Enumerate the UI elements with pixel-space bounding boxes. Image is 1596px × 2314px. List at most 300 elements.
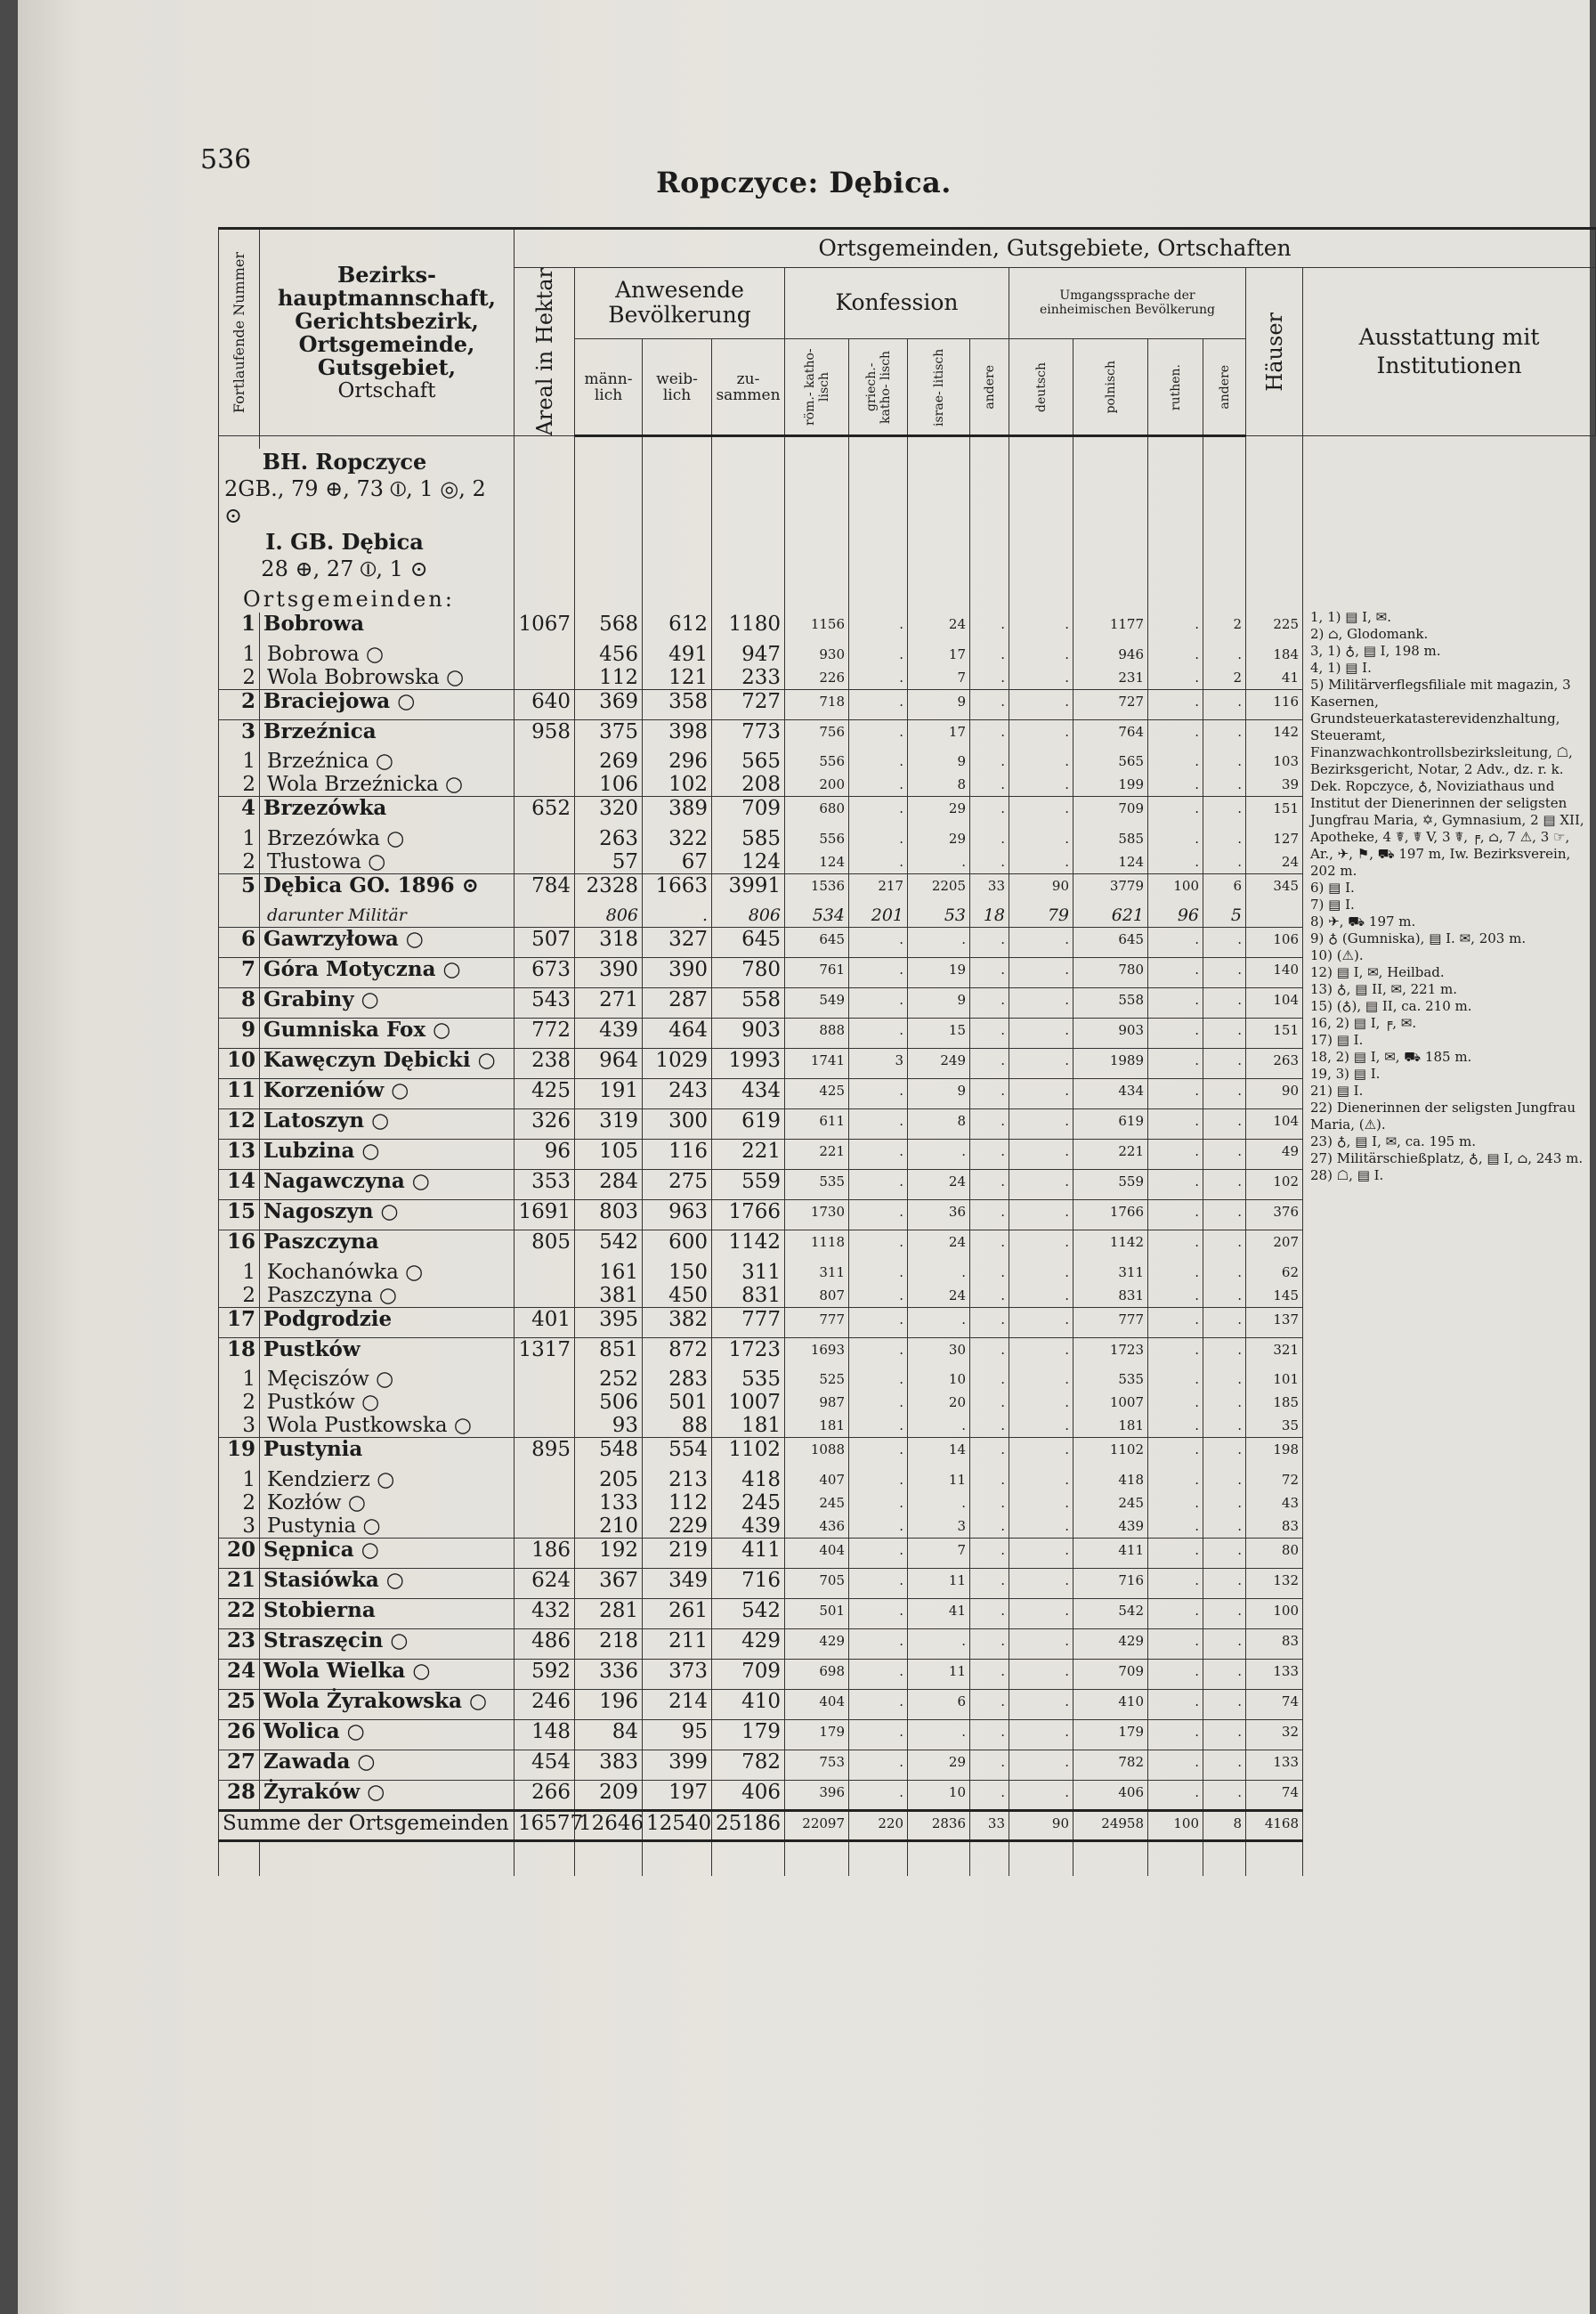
row-name: Brzeźnica ○ [260, 750, 514, 773]
cell-areal [514, 1261, 575, 1284]
cell-z: 3991 [712, 873, 785, 904]
row-number: 1 [219, 1261, 260, 1284]
cell-an2: . [1203, 1659, 1246, 1689]
ausstattung-note: 2) ⌂, Glodomank. [1310, 625, 1429, 642]
row-number: 7 [219, 958, 260, 988]
cell-po: 406 [1073, 1780, 1148, 1810]
cell-z: 1180 [712, 613, 785, 643]
cell-areal: 425 [514, 1079, 575, 1109]
cell-w: 963 [643, 1200, 712, 1230]
cell-gk: . [849, 850, 908, 874]
cell-rk: 425 [785, 1079, 849, 1109]
cell-an: 33 [970, 873, 1009, 904]
cell-an: 18 [970, 904, 1009, 928]
cell-rk: 807 [785, 1284, 849, 1308]
cell-hs: 263 [1246, 1049, 1303, 1079]
cell-an: . [970, 1200, 1009, 1230]
cell-po: 24958 [1073, 1810, 1148, 1840]
row-number: 2 [219, 1391, 260, 1414]
cell-de: . [1009, 1719, 1073, 1750]
cell-hs: 80 [1246, 1538, 1303, 1568]
cell-hs: 43 [1246, 1491, 1303, 1514]
cell-z: 221 [712, 1140, 785, 1170]
cell-is: 19 [908, 958, 970, 988]
preamble-gb: I. GB. Dębica [265, 528, 424, 555]
cell-gk: . [849, 773, 908, 797]
cell-de: . [1009, 773, 1073, 797]
cell-hs: 100 [1246, 1598, 1303, 1628]
cell-z: 245 [712, 1491, 785, 1514]
cell-de: . [1009, 928, 1073, 958]
cell-de: . [1009, 1200, 1073, 1230]
cell-de: 90 [1009, 873, 1073, 904]
cell-m: 161 [575, 1261, 643, 1284]
row-number: 15 [219, 1200, 260, 1230]
header-maennlich: männ- lich [575, 338, 643, 436]
cell-gk: . [849, 928, 908, 958]
cell-areal: 958 [514, 719, 575, 750]
cell-an: . [970, 643, 1009, 666]
row-name: Dębica GO. 1896 ⊙ [260, 873, 514, 904]
cell-rk: 221 [785, 1140, 849, 1170]
cell-z: 311 [712, 1261, 785, 1284]
cell-m: 375 [575, 719, 643, 750]
header-griech-kath: griech.- katho- lisch [849, 338, 908, 436]
cell-an: . [970, 1780, 1009, 1810]
cell-z: 565 [712, 750, 785, 773]
cell-an2: . [1203, 1284, 1246, 1308]
cell-ru: . [1148, 1414, 1203, 1438]
cell-z: 179 [712, 1719, 785, 1750]
cell-de: . [1009, 827, 1073, 850]
cell-m: 284 [575, 1170, 643, 1200]
ausstattung-note: 15) (♁), ▤ II, ca. 210 m. [1310, 997, 1472, 1014]
cell-is: 24 [908, 1284, 970, 1308]
cell-hs: 83 [1246, 1628, 1303, 1659]
row-name: Pustków ○ [260, 1391, 514, 1414]
cell-de: . [1009, 1689, 1073, 1719]
cell-w: 296 [643, 750, 712, 773]
cell-an: . [970, 958, 1009, 988]
header-bezirk-line: Gutsgebiet, [317, 353, 457, 380]
ausstattung-note: 8) ✈, ⛟ 197 m. [1310, 913, 1416, 930]
cell-an2: . [1203, 1109, 1246, 1140]
cell-is: 41 [908, 1598, 970, 1628]
ausstattung-note: 23) ♁, ▤ I, ✉, ca. 195 m. [1310, 1133, 1476, 1149]
cell-ru: . [1148, 1049, 1203, 1079]
cell-rk: 1536 [785, 873, 849, 904]
cell-gk: . [849, 1337, 908, 1368]
cell-is: 24 [908, 1230, 970, 1261]
cell-m: 336 [575, 1659, 643, 1689]
cell-hs: 74 [1246, 1780, 1303, 1810]
cell-de: . [1009, 1140, 1073, 1170]
cell-po: 903 [1073, 1019, 1148, 1049]
cell-gk: . [849, 1170, 908, 1200]
cell-de: . [1009, 613, 1073, 643]
cell-po: 410 [1073, 1689, 1148, 1719]
cell-gk: . [849, 1538, 908, 1568]
cell-m: 205 [575, 1468, 643, 1491]
cell-z: 535 [712, 1368, 785, 1391]
cell-is: 8 [908, 773, 970, 797]
cell-an: . [970, 689, 1009, 719]
cell-hs: 24 [1246, 850, 1303, 874]
row-number [219, 904, 260, 928]
ausstattung-note: 7) ▤ I. [1310, 896, 1355, 913]
cell-po: 1142 [1073, 1230, 1148, 1261]
cell-an2: . [1203, 1719, 1246, 1750]
cell-gk: . [849, 1628, 908, 1659]
cell-de: . [1009, 1261, 1073, 1284]
cell-po: 831 [1073, 1284, 1148, 1308]
row-name: Wola Brzeźnicka ○ [260, 773, 514, 797]
row-number: 3 [219, 1514, 260, 1539]
cell-rk: 1118 [785, 1230, 849, 1261]
row-name: Żyraków ○ [260, 1780, 514, 1810]
cell-gk: 220 [849, 1810, 908, 1840]
row-name: Straszęcin ○ [260, 1628, 514, 1659]
header-konfession: Konfession [785, 268, 1009, 339]
cell-ru: 96 [1148, 904, 1203, 928]
cell-an2: . [1203, 689, 1246, 719]
cell-hs: 137 [1246, 1307, 1303, 1337]
cell-an: . [970, 1538, 1009, 1568]
cell-w: 300 [643, 1109, 712, 1140]
row-number: 28 [219, 1780, 260, 1810]
row-name: Brzezówka ○ [260, 827, 514, 850]
cell-areal [514, 850, 575, 874]
cell-de: . [1009, 1109, 1073, 1140]
cell-de: . [1009, 1170, 1073, 1200]
cell-de: . [1009, 958, 1073, 988]
cell-m: 964 [575, 1049, 643, 1079]
ausstattung-notes [1303, 449, 1596, 1877]
cell-de: . [1009, 643, 1073, 666]
row-name: Brzeźnica [260, 719, 514, 750]
cell-an: . [970, 1468, 1009, 1491]
cell-is: . [908, 1307, 970, 1337]
cell-de: . [1009, 1284, 1073, 1308]
row-number: 24 [219, 1659, 260, 1689]
cell-rk: 404 [785, 1689, 849, 1719]
cell-hs: 39 [1246, 773, 1303, 797]
cell-areal: 454 [514, 1750, 575, 1780]
preamble [219, 449, 514, 613]
row-number: 1 [219, 613, 260, 643]
cell-z: 709 [712, 1659, 785, 1689]
cell-is: 9 [908, 689, 970, 719]
cell-rk: 987 [785, 1391, 849, 1414]
cell-an: . [970, 773, 1009, 797]
cell-gk: . [849, 1230, 908, 1261]
cell-an: . [970, 988, 1009, 1019]
preamble-bh-detail: 2GB., 79 ⊕, 73 ⦶, 1 ◎, 2 ⊙ [224, 475, 486, 528]
cell-po: 1007 [1073, 1391, 1148, 1414]
cell-ru: 100 [1148, 873, 1203, 904]
cell-gk: . [849, 1261, 908, 1284]
cell-an: . [970, 666, 1009, 690]
cell-rk: 1693 [785, 1337, 849, 1368]
cell-hs: 127 [1246, 827, 1303, 850]
cell-hs: 49 [1246, 1140, 1303, 1170]
cell-hs: 90 [1246, 1079, 1303, 1109]
cell-is: . [908, 850, 970, 874]
cell-z: 411 [712, 1538, 785, 1568]
cell-ru: . [1148, 1438, 1203, 1468]
row-name: Kochanówka ○ [260, 1261, 514, 1284]
cell-is: 29 [908, 1750, 970, 1780]
cell-ru: . [1148, 928, 1203, 958]
cell-rk: 226 [785, 666, 849, 690]
cell-is: 11 [908, 1468, 970, 1491]
preamble-gb-detail: 28 ⊕, 27 ⦶, 1 ⊙ [261, 556, 428, 581]
cell-is: 11 [908, 1568, 970, 1598]
cell-areal: 353 [514, 1170, 575, 1200]
row-name: Paszczyna ○ [260, 1284, 514, 1308]
cell-ru: . [1148, 1750, 1203, 1780]
cell-po: 565 [1073, 750, 1148, 773]
cell-w: 243 [643, 1079, 712, 1109]
cell-z: 831 [712, 1284, 785, 1308]
cell-gk: 217 [849, 873, 908, 904]
cell-an2: . [1203, 719, 1246, 750]
cell-ru: . [1148, 773, 1203, 797]
cell-an2: . [1203, 797, 1246, 827]
cell-areal: 1067 [514, 613, 575, 643]
row-name: Paszczyna [260, 1230, 514, 1261]
cell-de: . [1009, 689, 1073, 719]
row-name: Pustynia ○ [260, 1514, 514, 1539]
ausstattung-note: 21) ▤ I. [1310, 1082, 1364, 1099]
cell-m: 84 [575, 1719, 643, 1750]
cell-ru: . [1148, 1284, 1203, 1308]
header-ruthen: ruthen. [1148, 338, 1203, 436]
cell-rk: 525 [785, 1368, 849, 1391]
cell-w: 464 [643, 1019, 712, 1049]
ausstattung-note: 10) (⚠). [1310, 946, 1364, 963]
cell-de: . [1009, 1750, 1073, 1780]
row-number: 2 [219, 689, 260, 719]
cell-w: 373 [643, 1659, 712, 1689]
cell-w: 67 [643, 850, 712, 874]
cell-po: 542 [1073, 1598, 1148, 1628]
row-number: 11 [219, 1079, 260, 1109]
ausstattung-note: 4, 1) ▤ I. [1310, 659, 1372, 676]
cell-ru: . [1148, 1491, 1203, 1514]
cell-m: 395 [575, 1307, 643, 1337]
header-bezirk [260, 229, 514, 436]
row-number: 27 [219, 1750, 260, 1780]
cell-m: 320 [575, 797, 643, 827]
header-andere2: andere [1203, 338, 1246, 436]
cell-ru: . [1148, 1514, 1203, 1539]
cell-m: 271 [575, 988, 643, 1019]
cell-an2: . [1203, 1780, 1246, 1810]
cell-rk: 181 [785, 1414, 849, 1438]
cell-an2: 5 [1203, 904, 1246, 928]
cell-an: . [970, 719, 1009, 750]
cell-an: . [970, 1491, 1009, 1514]
row-number: 2 [219, 1284, 260, 1308]
cell-w: 214 [643, 1689, 712, 1719]
header-bevoelkerung: Anwesende Bevölkerung [575, 268, 785, 339]
cell-hs: 41 [1246, 666, 1303, 690]
ausstattung-note: 22) Dienerinnen der seligsten Jungfrau Maria, (⚠). [1310, 1099, 1576, 1133]
cell-an: . [970, 1337, 1009, 1368]
cell-w: 872 [643, 1337, 712, 1368]
cell-de: . [1009, 666, 1073, 690]
cell-m: 318 [575, 928, 643, 958]
cell-gk: . [849, 1019, 908, 1049]
cell-m: 252 [575, 1368, 643, 1391]
row-number: 2 [219, 666, 260, 690]
cell-hs: 106 [1246, 928, 1303, 958]
cell-an2: . [1203, 1261, 1246, 1284]
cell-w: 287 [643, 988, 712, 1019]
header-haeuser: Häuser [1246, 268, 1303, 436]
cell-de: . [1009, 1438, 1073, 1468]
cell-hs: 83 [1246, 1514, 1303, 1539]
cell-an2: . [1203, 1391, 1246, 1414]
cell-po: 782 [1073, 1750, 1148, 1780]
row-number: 4 [219, 797, 260, 827]
row-name: Tłustowa ○ [260, 850, 514, 874]
cell-gk: . [849, 827, 908, 850]
cell-w: 398 [643, 719, 712, 750]
cell-hs: 225 [1246, 613, 1303, 643]
cell-gk: . [849, 1438, 908, 1468]
cell-areal [514, 1414, 575, 1438]
cell-rk: 556 [785, 827, 849, 850]
cell-ru: . [1148, 1170, 1203, 1200]
cell-rk: 1156 [785, 613, 849, 643]
ausstattung-note: 5) Militärverflegsfiliale mit magazin, 3 Kasernen, Grundsteuerkatasterevidenzhaltung, Steueramt, Finanzwachkontrollsbezirksleitung, ☖, Bezirksgericht, Notar, 2 Adv., dz. r. k. Dek. Ropczyce, ♁, Noviziathaus und Institut der Dienerinnen der seligsten Jungfrau Maria, ✡, Gymnasium, 2 ▤ XII, Apotheke, 4 ☤, ☤ V, 3 ☤, ╒, ⌂, 7 ⚠, 3 ☞, Ar., ✈, ⚑, ⛟ 197 m, Iw. Bezirksverein, 202 m. [1310, 676, 1584, 879]
cell-is: . [908, 1414, 970, 1438]
cell-rk: 179 [785, 1719, 849, 1750]
cell-hs: 345 [1246, 873, 1303, 904]
cell-an: . [970, 797, 1009, 827]
cell-gk: . [849, 613, 908, 643]
row-name: Gawrzyłowa ○ [260, 928, 514, 958]
cell-hs: 145 [1246, 1284, 1303, 1308]
cell-z: 559 [712, 1170, 785, 1200]
cell-hs: 207 [1246, 1230, 1303, 1261]
cell-areal: 401 [514, 1307, 575, 1337]
cell-hs: 62 [1246, 1261, 1303, 1284]
cell-is: 15 [908, 1019, 970, 1049]
cell-de: . [1009, 850, 1073, 874]
cell-areal [514, 827, 575, 850]
cell-m: 542 [575, 1230, 643, 1261]
header-bezirk-lines [263, 261, 510, 380]
row-name: Gumniska Fox ○ [260, 1019, 514, 1049]
municipality-statistics-table [218, 227, 1596, 1876]
cell-z: 418 [712, 1468, 785, 1491]
cell-w: 102 [643, 773, 712, 797]
cell-m: 506 [575, 1391, 643, 1414]
cell-areal [514, 1284, 575, 1308]
cell-gk: . [849, 719, 908, 750]
row-name: Kendzierz ○ [260, 1468, 514, 1491]
cell-rk: 698 [785, 1659, 849, 1689]
cell-de: 90 [1009, 1810, 1073, 1840]
cell-an2: . [1203, 1538, 1246, 1568]
row-number: 1 [219, 827, 260, 850]
cell-w: 229 [643, 1514, 712, 1539]
cell-de: . [1009, 1514, 1073, 1539]
row-name: Bobrowa [260, 613, 514, 643]
ausstattung-note: 28) ☖, ▤ I. [1310, 1166, 1384, 1183]
cell-rk: 534 [785, 904, 849, 928]
row-number: 18 [219, 1337, 260, 1368]
cell-z: 124 [712, 850, 785, 874]
cell-z: 727 [712, 689, 785, 719]
cell-gk: . [849, 1598, 908, 1628]
cell-gk: . [849, 1284, 908, 1308]
cell-areal: 652 [514, 797, 575, 827]
cell-z: 585 [712, 827, 785, 850]
cell-an2: . [1203, 1568, 1246, 1598]
cell-areal: 326 [514, 1109, 575, 1140]
cell-w: 600 [643, 1230, 712, 1261]
cell-z: 782 [712, 1750, 785, 1780]
cell-de: . [1009, 1079, 1073, 1109]
cell-ru: . [1148, 1109, 1203, 1140]
cell-areal: 592 [514, 1659, 575, 1689]
cell-de: . [1009, 1414, 1073, 1438]
cell-w: 491 [643, 643, 712, 666]
cell-is: 29 [908, 827, 970, 850]
cell-rk: 705 [785, 1568, 849, 1598]
table-body [219, 436, 1596, 1877]
cell-an: . [970, 1568, 1009, 1598]
row-number: 1 [219, 1468, 260, 1491]
cell-m: 367 [575, 1568, 643, 1598]
cell-gk: . [849, 1200, 908, 1230]
cell-hs: 4168 [1246, 1810, 1303, 1840]
cell-w: 358 [643, 689, 712, 719]
cell-ru: . [1148, 666, 1203, 690]
cell-an: . [970, 1598, 1009, 1628]
cell-an: . [970, 827, 1009, 850]
cell-an2: . [1203, 827, 1246, 850]
cell-po: 439 [1073, 1514, 1148, 1539]
cell-z: 1766 [712, 1200, 785, 1230]
cell-is: 24 [908, 613, 970, 643]
cell-z: 716 [712, 1568, 785, 1598]
cell-an2: . [1203, 1049, 1246, 1079]
row-name: Wola Pustkowska ○ [260, 1414, 514, 1438]
cell-w: 554 [643, 1438, 712, 1468]
ausstattung-note: 13) ♁, ▤ II, ✉, 221 m. [1310, 980, 1458, 997]
cell-an: . [970, 1261, 1009, 1284]
cell-w: 112 [643, 1491, 712, 1514]
cell-m: 133 [575, 1491, 643, 1514]
cell-an: . [970, 1284, 1009, 1308]
cell-is: 10 [908, 1368, 970, 1391]
cell-ru: . [1148, 1337, 1203, 1368]
cell-z: 773 [712, 719, 785, 750]
cell-de: . [1009, 1368, 1073, 1391]
cell-z: 410 [712, 1689, 785, 1719]
cell-is: 24 [908, 1170, 970, 1200]
cell-de: . [1009, 797, 1073, 827]
cell-hs: 132 [1246, 1568, 1303, 1598]
cell-is: 2205 [908, 873, 970, 904]
cell-z: 947 [712, 643, 785, 666]
cell-is: 17 [908, 643, 970, 666]
